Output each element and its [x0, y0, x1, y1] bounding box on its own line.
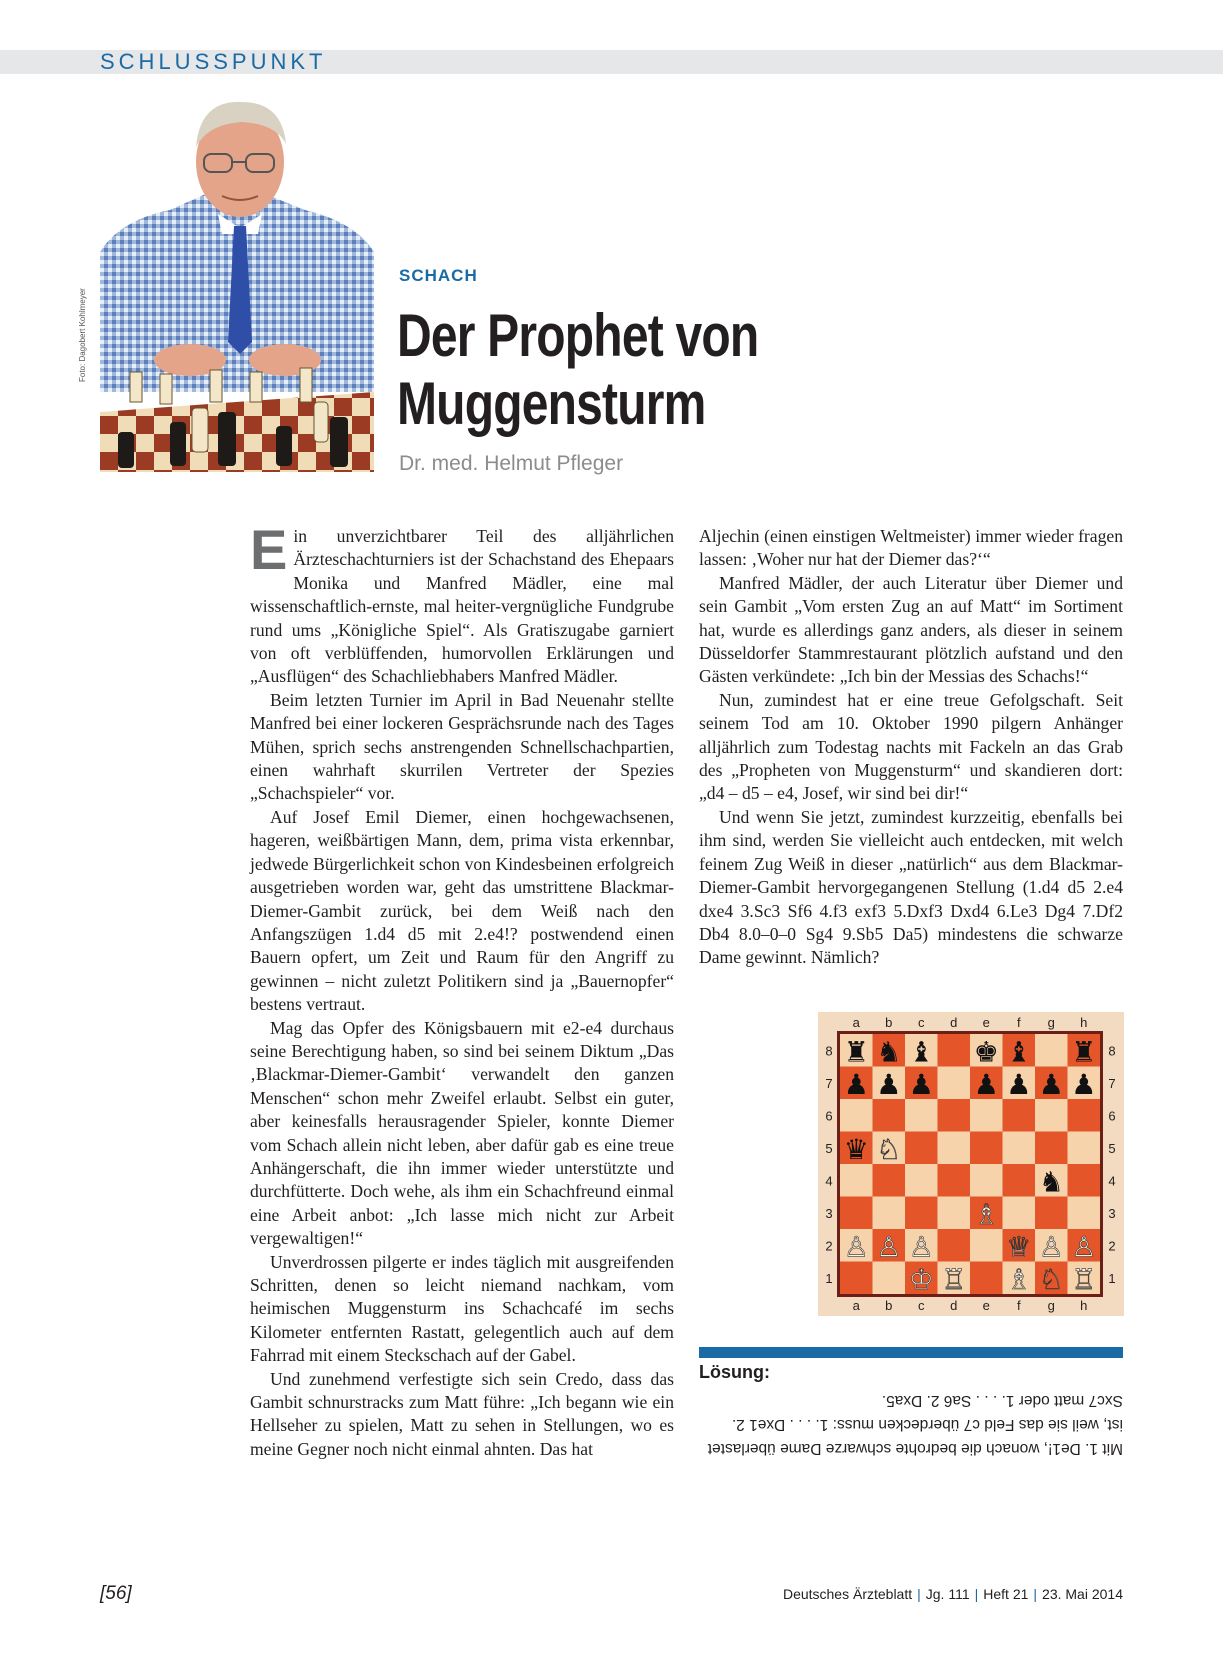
board-square — [905, 1099, 938, 1132]
solution-label: Lösung: — [699, 1362, 770, 1382]
board-square — [905, 1164, 938, 1197]
paragraph-text: in unverzichtbarer Teil des alljährlichen Ärzteschachturniers ist der Schachstand des Ehepaars Monika und Manfred Mädler, eine mal wissenschaftlich-ernste, mal heiter-vergnügliche Fundgrube rund ums „Königliche Spiel“. Als Gratiszugabe garniert von oft verblüffenden, humorvollen Erklärungen und „Ausflügen“ des Schachliebhabers Manfred Mädler. — [250, 526, 674, 687]
board-square — [873, 1099, 906, 1132]
paragraph: Mag das Opfer des Königsbauern mit e2-e4 durchaus seine Berechtigung haben, so sind bei seinem Diktum „Das ‚Blackmar-Diemer-Gambit‘ verwandelt den ganzen Menschen“ schon mehr Zweifel erlaubt. Selbst ein guter, aber keinesfalls herausragender Spieler, konnte Diemer vom Schach allein nicht leben, aber dafür gab es eine treue Anhängerschaft, die ihn immer wieder unterstützte und durchfütterte. Doch wehe, als ihm ein Schachfreund einmal eine Arbeit anbot: „Ich lasse mich nicht zur Arbeit vergewaltigen!“ — [250, 1017, 674, 1249]
file-label: d — [950, 1298, 958, 1313]
board-square — [873, 1164, 906, 1197]
board-square — [1035, 1197, 1068, 1230]
rank-label: 7 — [825, 1075, 833, 1091]
white-pawn-icon: ♙ — [908, 1230, 934, 1264]
board-square — [970, 1099, 1003, 1132]
file-label: c — [918, 1298, 925, 1313]
white-pawn-icon: ♙ — [843, 1230, 869, 1264]
solution-bar — [699, 1347, 1123, 1358]
board-square — [1068, 1164, 1101, 1197]
white-bishop-icon: ♗ — [973, 1197, 999, 1231]
white-pawn-icon: ♙ — [1038, 1230, 1064, 1264]
file-label: f — [1016, 1015, 1021, 1030]
file-label: c — [918, 1015, 925, 1030]
board-square — [1035, 1034, 1068, 1067]
author-photo — [100, 92, 374, 472]
black-pawn-icon: ♟ — [1038, 1067, 1064, 1101]
file-label: f — [1016, 1298, 1021, 1313]
file-label: e — [982, 1298, 990, 1313]
black-pawn-icon: ♟ — [973, 1067, 999, 1101]
board-square — [938, 1099, 971, 1132]
board-square — [938, 1132, 971, 1165]
paragraph: Auf Josef Emil Diemer, einen hochgewachsenen, hageren, weißbärtigen Mann, dem, prima vista erkennbar, jedwede Bürgerlichkeit schon von Kindesbeinen erfolgreich ausgetrieben worden war, geht das umstrittene Blackmar-Diemer-Gambit zurück, bei dem Weiß nach den Anfangszügen 1.d4 d5 mit 2.e4!? postwendend einen Bauern opfert, um Zeit und Raum für den Angriff zu gewinnen – nicht zuletzt Politikern sind ja „Bauernopfer“ bestens vertraut. — [250, 806, 674, 1015]
board-square — [905, 1197, 938, 1230]
board-square — [840, 1099, 873, 1132]
rank-label: 6 — [1108, 1108, 1116, 1124]
board-square — [938, 1197, 971, 1230]
white-rook-icon: ♖ — [941, 1262, 967, 1296]
file-label: g — [1047, 1298, 1055, 1313]
solution-text-upside-down: Mit 1. De1!, wonach die bedrohte schwarze Dame überlastet ist, weil sie das Feld c7 überdecken muss: 1. . . . Dxe1 2. Sxc7 matt oder 1. . . . Sa6 2. Dxa5. — [707, 1392, 1123, 1457]
paragraph: Und zunehmend verfestigte sich sein Credo, dass das Gambit schnurstracks zum Matt führe: „Ich begann wie ein Hellseher zu spielen, Matt zu sehen in Stellungen, wo es meine Gegner noch nicht einmal ahnten. Das hat — [250, 1368, 674, 1459]
paragraph: Beim letzten Turnier im April in Bad Neuenahr stellte Manfred bei einer lockeren Gesprächsrunde nach des Tages Mühen, sprich sechs anstrengenden Schnellschachpartien, einen wahrhaft skurrilen Vertreter der Spezies „Schachspieler“ vor. — [250, 689, 674, 804]
board-square — [970, 1262, 1003, 1295]
board-square — [938, 1229, 971, 1262]
rank-label: 2 — [825, 1238, 833, 1254]
rank-label: 1 — [1108, 1270, 1116, 1286]
file-label: g — [1047, 1015, 1055, 1030]
title-line-1: Der Prophet von — [397, 302, 759, 369]
body-column-right — [699, 525, 1123, 970]
board-square — [873, 1262, 906, 1295]
chess-board — [818, 1012, 1124, 1316]
board-square — [970, 1164, 1003, 1197]
article-author: Dr. med. Helmut Pfleger — [399, 452, 624, 475]
photo-credit: Foto: Dagobert Kohlmeyer — [78, 288, 87, 382]
white-knight-icon: ♘ — [876, 1132, 902, 1166]
file-label: e — [982, 1015, 990, 1030]
journal-issue: Heft 21 — [983, 1586, 1029, 1602]
board-square — [938, 1164, 971, 1197]
board-square — [840, 1197, 873, 1230]
rank-label: 2 — [1108, 1238, 1116, 1254]
black-queen-icon: ♛ — [843, 1132, 869, 1166]
file-label: a — [852, 1015, 860, 1030]
title-line-2: Muggensturm — [397, 370, 706, 437]
board-square — [938, 1067, 971, 1100]
paragraph: Aljechin (einen einstigen Weltmeister) immer wieder fragen lassen: ‚Woher nur hat der Diemer das?‘“ — [699, 526, 1123, 570]
board-square — [873, 1197, 906, 1230]
file-label: d — [950, 1015, 958, 1030]
black-king-icon: ♚ — [973, 1035, 999, 1069]
journal-volume: Jg. 111 — [925, 1586, 970, 1602]
board-square — [1068, 1099, 1101, 1132]
rank-label: 1 — [825, 1270, 833, 1286]
white-pawn-icon: ♙ — [1071, 1230, 1097, 1264]
file-label: h — [1080, 1015, 1088, 1030]
black-rook-icon: ♜ — [843, 1035, 869, 1069]
board-square — [938, 1034, 971, 1067]
black-pawn-icon: ♟ — [876, 1067, 902, 1101]
page-number: [56] — [100, 1583, 132, 1604]
rank-label: 8 — [825, 1043, 833, 1059]
black-pawn-icon: ♟ — [1071, 1067, 1097, 1101]
file-label: b — [885, 1015, 893, 1030]
board-square — [1068, 1197, 1101, 1230]
paragraph — [250, 518, 674, 689]
paragraph: Unverdrossen pilgerte er indes täglich mit ausgreifenden Schritten, denen so leicht niemand nachkam, vom heimischen Muggensturm ins Schachcafé im sechs Kilometer entfernten Rastatt, gelegentlich auch auf dem Fahrrad mit einem Steckschach auf der Gabel. — [250, 1251, 674, 1366]
paragraph: Nun, zumindest hat er eine treue Gefolgschaft. Seit seinem Tod am 10. Oktober 1990 pilgern Anhänger alljährlich zum Todestag nachts mit Fackeln an das Grab des „Propheten von Muggensturm“ und skandieren dort: „d4 – d5 – e4, Josef, wir sind bei dir!“ — [699, 689, 1123, 804]
journal-name: Deutsches Ärzteblatt — [782, 1586, 913, 1602]
rank-label: 4 — [825, 1173, 833, 1189]
white-king-icon: ♔ — [908, 1262, 934, 1296]
board-square — [970, 1132, 1003, 1165]
file-label: b — [885, 1298, 893, 1313]
rank-label: 3 — [825, 1205, 833, 1221]
board-square — [1003, 1099, 1036, 1132]
paragraph: Manfred Mädler, der auch Literatur über Diemer und sein Gambit „Vom ersten Zug an auf Matt“ im Sortiment hat, wurde es allerdings ganz anders, als dieser in seinem Düsseldorfer Stammrestaurant plötzlich aufstand und den Gästen verkündete: „Ich bin der Messias des Schachs!“ — [699, 572, 1123, 687]
black-knight-icon: ♞ — [876, 1035, 902, 1069]
rank-label: 8 — [1108, 1043, 1116, 1059]
board-square — [1003, 1197, 1036, 1230]
white-bishop-icon: ♗ — [1006, 1262, 1032, 1296]
rank-label: 3 — [1108, 1205, 1116, 1221]
rank-label: 5 — [825, 1140, 833, 1156]
rank-label: 5 — [1108, 1140, 1116, 1156]
black-pawn-icon: ♟ — [1006, 1067, 1032, 1101]
article-title — [397, 302, 758, 438]
file-label: h — [1080, 1298, 1088, 1313]
white-rook-icon: ♖ — [1071, 1262, 1097, 1296]
black-bishop-icon: ♝ — [908, 1035, 934, 1069]
body-column-left — [250, 518, 674, 1461]
board-square — [1003, 1132, 1036, 1165]
journal-date: 23. Mai 2014 — [1042, 1586, 1123, 1602]
black-pawn-icon: ♟ — [843, 1067, 869, 1101]
rank-label: 4 — [1108, 1173, 1116, 1189]
board-square — [1035, 1099, 1068, 1132]
board-square — [1068, 1132, 1101, 1165]
footer-citation: Deutsches Ärzteblatt | Jg. 111 | Heft 21 | 23. Mai 2014 — [782, 1586, 1123, 1602]
rank-label: 6 — [825, 1108, 833, 1124]
board-square — [1035, 1132, 1068, 1165]
rank-label: 7 — [1108, 1075, 1116, 1091]
article-kicker: SCHACH — [399, 266, 478, 285]
paragraph: Und wenn Sie jetzt, zumindest kurzzeitig, ebenfalls bei ihm sind, werden Sie vielleicht auch entdecken, mit welch feinem Zug Weiß in dieser „natürlich“ aus dem Blackmar-Diemer-Gambit hervorgegangenen Stellung (1.d4 d5 2.e4 dxe4 3.Sc3 Sf6 4.f3 exf3 5.Dxf3 Dxd4 6.Le3 Dg4 7.Df2 Db4 8.0–0–0 Sg4 9.Sb5 Da5) mindestens die schwarze Dame gewinnt. Nämlich? — [699, 806, 1123, 968]
board-square — [970, 1229, 1003, 1262]
board-square — [840, 1262, 873, 1295]
board-square — [905, 1132, 938, 1165]
white-knight-icon: ♘ — [1038, 1262, 1064, 1296]
file-label: a — [852, 1298, 860, 1313]
black-bishop-icon: ♝ — [1006, 1035, 1032, 1069]
black-rook-icon: ♜ — [1071, 1035, 1097, 1069]
section-title: SCHLUSSPUNKT — [100, 49, 327, 74]
board-square — [840, 1164, 873, 1197]
white-queen-icon: ♕ — [1006, 1230, 1032, 1264]
chess-diagram — [818, 1012, 1124, 1316]
dropcap: E — [250, 518, 288, 581]
black-pawn-icon: ♟ — [908, 1067, 934, 1101]
board-square — [1003, 1164, 1036, 1197]
white-pawn-icon: ♙ — [876, 1230, 902, 1264]
black-knight-icon: ♞ — [1038, 1165, 1064, 1199]
